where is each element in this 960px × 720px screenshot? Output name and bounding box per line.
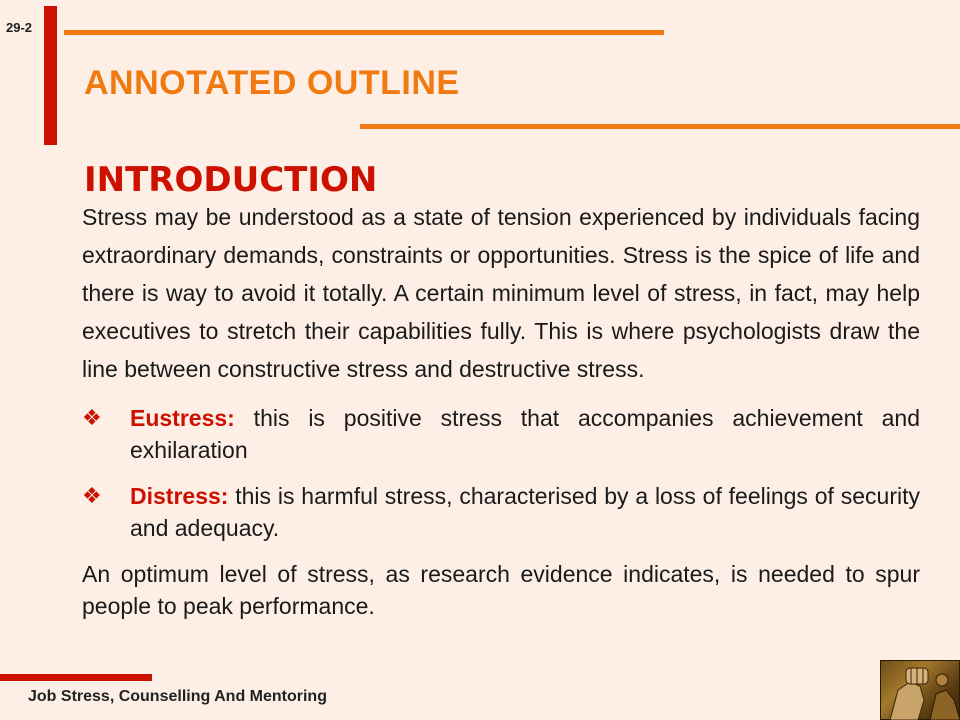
footer-text: Job Stress, Counselling And Mentoring: [28, 688, 327, 705]
slide-title: ANNOTATED OUTLINE: [84, 64, 460, 102]
section-heading: INTRODUCTION: [84, 160, 378, 200]
diamond-bullet-icon: ❖: [82, 483, 102, 508]
bullet-eustress: [82, 402, 920, 466]
footer-accent-line: [0, 674, 152, 681]
accent-vertical-bar: [44, 6, 57, 145]
top-divider-line: [64, 30, 664, 35]
closing-paragraph: An optimum level of stress, as research evidence indicates, is needed to spur people to peak performance.: [82, 561, 920, 619]
bullet-distress: [82, 480, 920, 544]
bullet-term: Distress:: [130, 483, 229, 509]
diamond-bullet-icon: ❖: [82, 405, 102, 430]
slide-content: [82, 198, 920, 622]
bullet-term: Eustress:: [130, 405, 235, 431]
intro-paragraph: Stress may be understood as a state of tension experienced by individuals facing extraordinary demands, constraints or opportunities. Stress is the spice of life and there is way to avoid it totally. A certain minimum level of stress, in fact, may help executives to stretch their capabilities fully. This is where psychologists draw the line between constructive stress and destructive stress.: [82, 204, 920, 382]
fist-logo-icon: [880, 660, 960, 720]
bullet-text: this is positive stress that accompanies achievement and exhilaration: [130, 405, 920, 463]
title-divider-line: [360, 124, 960, 129]
bullet-text: this is harmful stress, characterised by a loss of feelings of security and adequacy.: [130, 483, 920, 541]
slide-number: 29-2: [6, 20, 33, 35]
